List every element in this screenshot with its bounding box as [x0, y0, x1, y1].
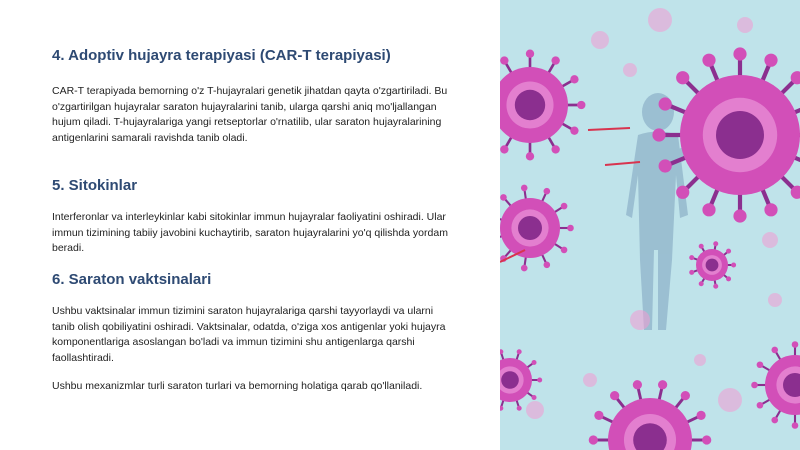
- background-particle: [694, 354, 706, 366]
- background-particle: [768, 293, 782, 307]
- virus-cells-icon: [500, 0, 800, 450]
- virus-cell: [589, 380, 712, 450]
- background-particle: [648, 8, 672, 32]
- section-body-cart: CAR-T terapiyada bemorning o'z T-hujayralari genetik jihatdan qayta o'zgartiriladi. Bu o'zgartirilgan hujayralar saraton hujayralarini tanib, ularga qarshi aniq mo'ljallangan hujum qiladi. T-hujayralariga yangi retseptorlar o'rnatilib, ular saraton hujayralarining antigenlarini samarali ravishda tanib oladi.: [52, 85, 448, 144]
- background-particle: [623, 63, 637, 77]
- background-particle: [762, 232, 778, 248]
- background-particle: [718, 388, 742, 412]
- section-heading-cytokines: 5. Sitokinlar: [52, 177, 138, 194]
- background-particle: [630, 310, 650, 330]
- background-particle: [737, 17, 753, 33]
- background-particle: [526, 401, 544, 419]
- virus-illustration: [500, 0, 800, 450]
- section-body-cytokines: Interferonlar va interleykinlar kabi sitokinlar immun hujayralar faoliyatini oshiradi. Ular immun tizimining tabiiy javobini kuchaytirib, saraton hujayralarini yo'q qilishda yordam beradi.: [52, 211, 448, 254]
- virus-cell: [500, 185, 574, 272]
- virus-cell: [751, 341, 800, 429]
- background-particle: [591, 31, 609, 49]
- virus-cell: [689, 241, 736, 289]
- virus-cell: [500, 50, 585, 161]
- section-heading-cart: 4. Adoptiv hujayra terapiyasi (CAR-T terapiyasi): [52, 47, 391, 64]
- section-heading-vaccines: 6. Saraton vaktsinalari: [52, 271, 212, 288]
- attack-streak: [588, 128, 630, 130]
- section-body-vaccines: Ushbu vaktsinalar immun tizimini saraton hujayralariga qarshi tayyorlaydi va ularni tanib olish qobiliyatini oshiradi. Vaktsinalar, odatda, o'ziga xos antigenlar yoki hujayra komponentlariga asoslangan bo'ladi va immun tizimini shu antigenlarga qarshi faollashtiradi.: [52, 305, 446, 364]
- closing-paragraph: Ushbu mexanizmlar turli saraton turlari va bemorning holatiga qarab qo'llaniladi.: [52, 380, 423, 392]
- background-particle: [583, 373, 597, 387]
